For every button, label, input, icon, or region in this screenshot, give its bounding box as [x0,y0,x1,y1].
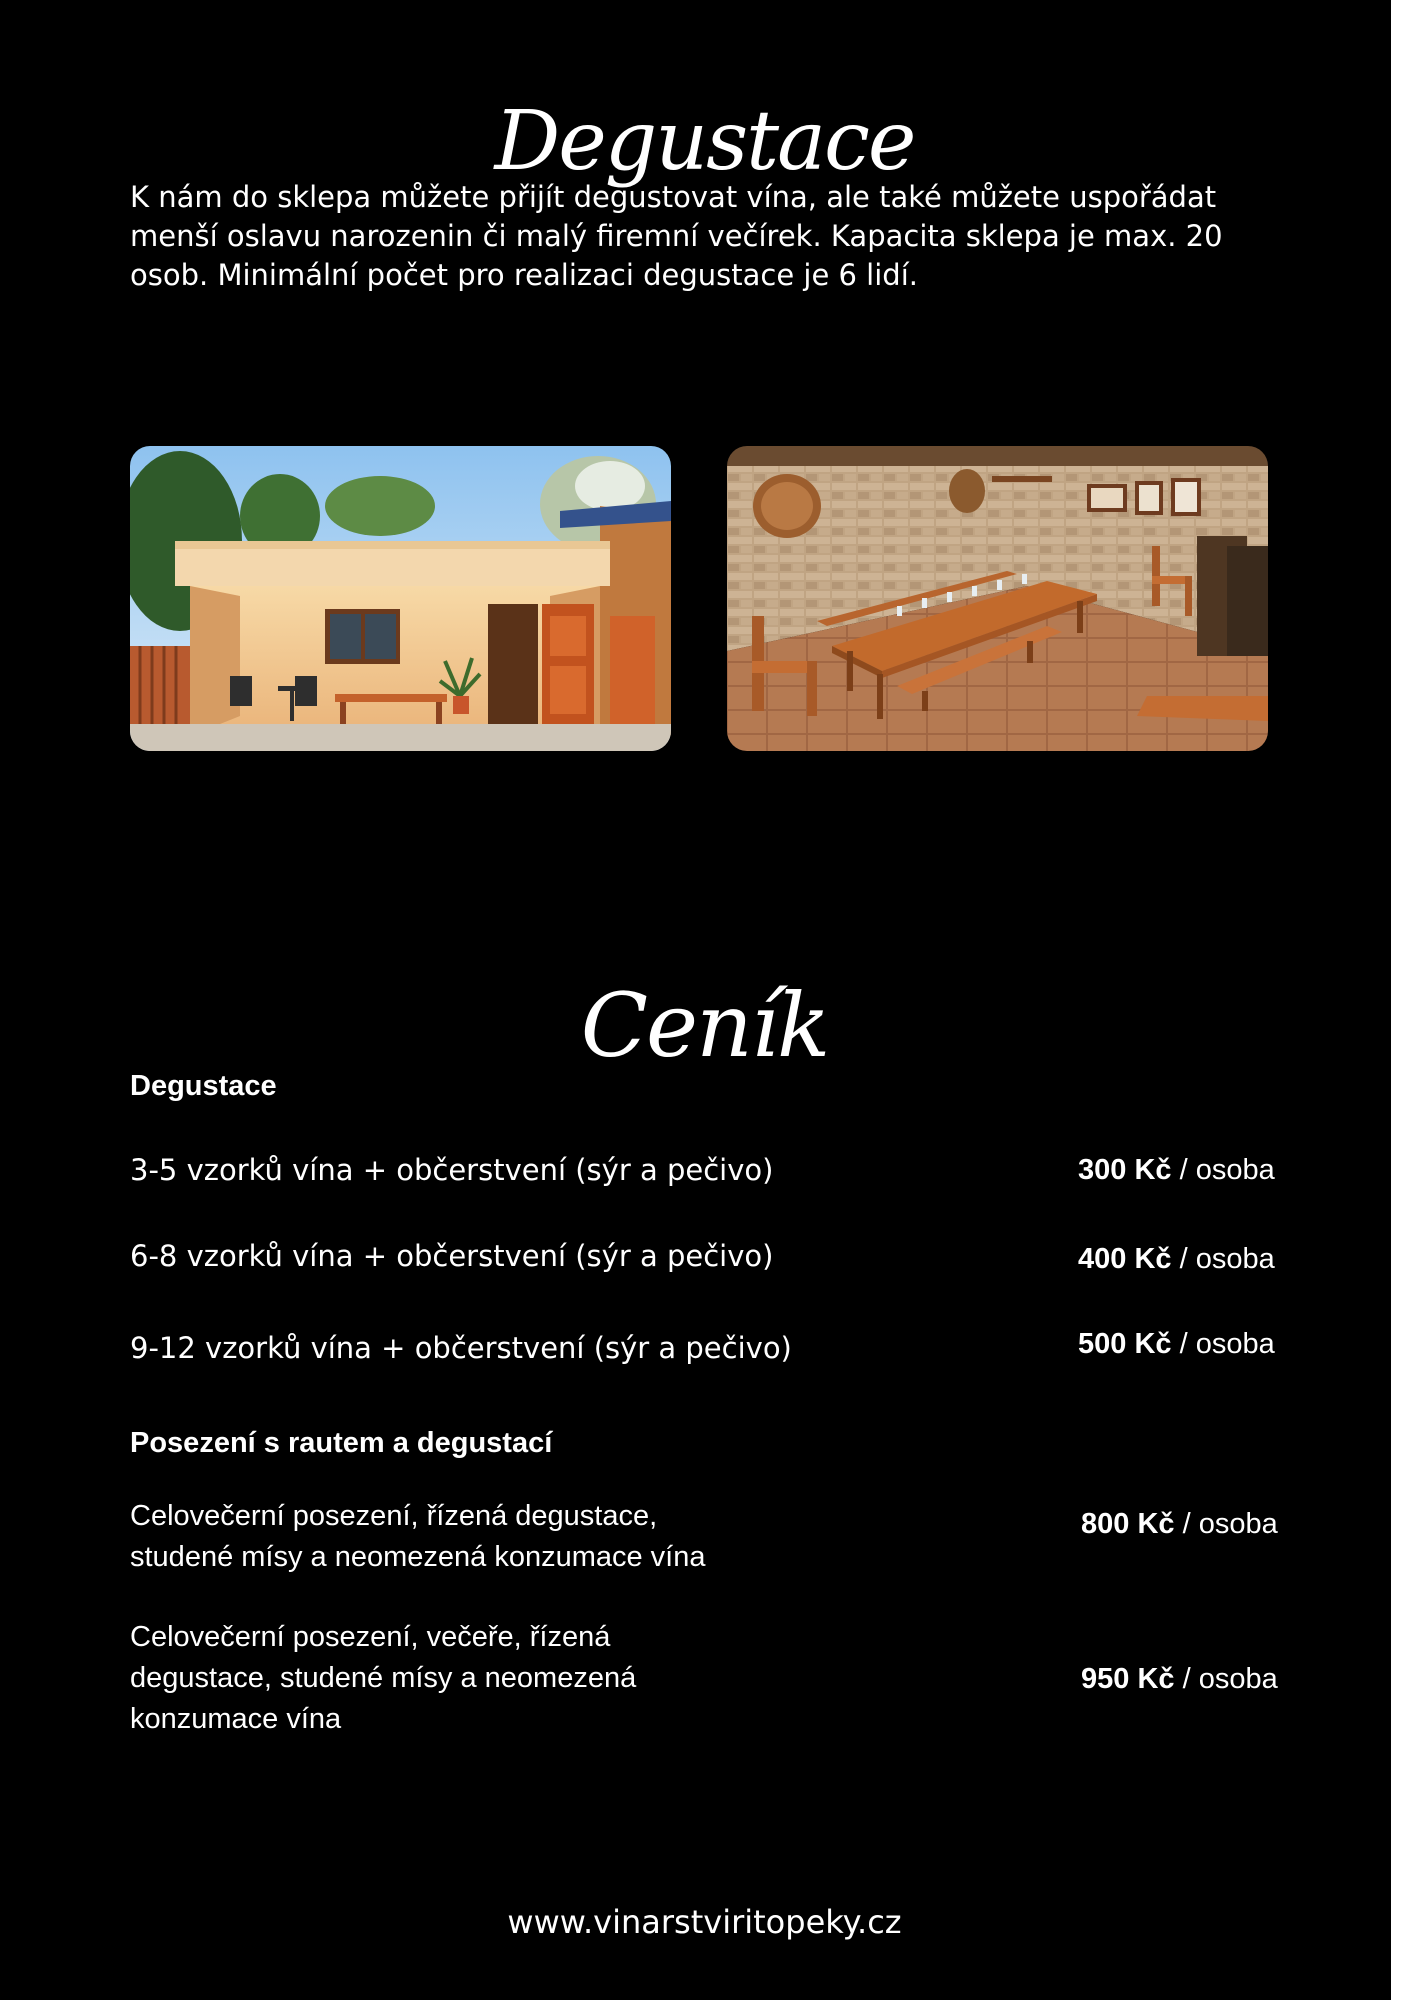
price-row-amount [1081,1661,1278,1697]
price-value: 800 Kč [1081,1508,1175,1540]
price-row-amount [1078,1326,1275,1362]
price-unit: / osoba [1182,1508,1278,1540]
website-link[interactable]: www.vinarstviritopeky.cz [507,1903,902,1941]
cellar-exterior-photo [130,446,671,751]
price-row-amount [1078,1152,1275,1188]
price-unit: / osoba [1179,1243,1275,1275]
price-row-description: 3-5 vzorků vína + občerstvení (sýr a pečivo) [130,1153,774,1187]
section-heading-degustace: Degustace [130,1070,277,1102]
price-value: 400 Kč [1078,1243,1172,1275]
price-value: 950 Kč [1081,1663,1175,1695]
price-unit: / osoba [1179,1328,1275,1360]
cellar-interior-photo [727,446,1268,751]
price-unit: / osoba [1179,1154,1275,1186]
price-row-amount [1081,1506,1278,1542]
price-row-amount [1078,1241,1275,1277]
page-title: Degustace [494,93,915,189]
price-row-description: 9-12 vzorků vína + občerstvení (sýr a pečivo) [130,1331,792,1365]
section-heading-posezeni: Posezení s rautem a degustací [130,1427,553,1459]
price-value: 500 Kč [1078,1328,1172,1360]
price-row-description: 6-8 vzorků vína + občerstvení (sýr a pečivo) [130,1239,774,1273]
price-row-description: Celovečerní posezení, večeře, řízená degustace, studené mísy a neomezená konzumace vína [130,1621,637,1735]
price-value: 300 Kč [1078,1154,1172,1186]
price-row-description: Celovečerní posezení, řízená degustace, studené mísy a neomezená konzumace vína [130,1500,706,1573]
pricing-title: Ceník [580,974,829,1078]
intro-paragraph: K nám do sklepa můžete přijít degustovat vína, ale také můžete uspořádat menší oslavu narozenin či malý firemní večírek. Kapacita sklepa je max. 20 osob. Minimální počet pro realizaci degustace je 6 lidí. [130,180,1223,292]
price-unit: / osoba [1182,1663,1278,1695]
